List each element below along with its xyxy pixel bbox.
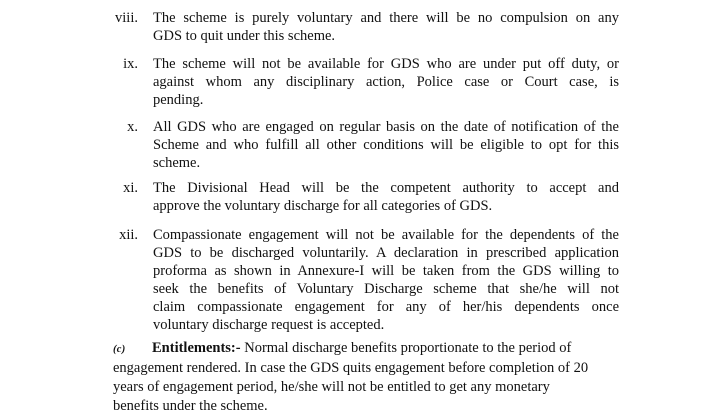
clause-line: GDS to be discharged voluntarily. A declaration in prescribed application [153, 245, 619, 261]
clause-text [153, 55, 619, 109]
clause-text [153, 118, 619, 172]
clause-line: The scheme is purely voluntary and there will be no compulsion on any [153, 10, 619, 26]
clause-line: The scheme will not be available for GDS who are under put off duty, or [153, 56, 619, 72]
clause-text [153, 179, 619, 215]
clause-line: scheme. [153, 155, 201, 171]
clause-number: xii. [119, 227, 138, 243]
section-first-line-text: Normal discharge benefits proportionate to the period of [240, 340, 572, 356]
clause-number: x. [127, 119, 138, 135]
section-line: years of engagement period, he/she will not be entitled to get any monetary [113, 379, 550, 395]
clause-line: seek the benefits of Voluntary Discharge scheme that she/he will not [153, 281, 619, 297]
clause-text [153, 9, 619, 45]
section-entitlements [113, 339, 621, 416]
section-label: (c) [113, 344, 126, 355]
clause-line: All GDS who are engaged on regular basis on the date of notification of the [153, 119, 619, 135]
clause-line: Scheme and who fulfill all other conditions will be eligible to opt for this [153, 137, 619, 153]
clause-number: viii. [115, 10, 138, 26]
section-line: engagement rendered. In case the GDS quits engagement before completion of 20 [113, 360, 589, 376]
clause-line: against whom any disciplinary action, Police case or Court case, is [153, 74, 619, 90]
section-title: Entitlements:- [152, 340, 241, 356]
section-line: benefits under the scheme. [113, 398, 268, 414]
clause-line: claim compassionate engagement for any of her/his dependents once [153, 299, 619, 315]
clause-line: The Divisional Head will be the competent authority to accept and [153, 180, 619, 196]
clause-line: voluntary discharge request is accepted. [153, 317, 385, 333]
clause-line: Compassionate engagement will not be available for the dependents of the [153, 227, 619, 243]
clause-line: GDS to quit under this scheme. [153, 28, 336, 44]
clause-line: pending. [153, 92, 204, 108]
clause-line: proforma as shown in Annexure-I will be taken from the GDS willing to [153, 263, 619, 279]
clause-text [153, 226, 619, 334]
clause-number: ix. [123, 56, 138, 72]
section-first-line [113, 339, 621, 359]
clause-line: approve the voluntary discharge for all categories of GDS. [153, 198, 493, 214]
clause-number: xi. [123, 180, 138, 196]
